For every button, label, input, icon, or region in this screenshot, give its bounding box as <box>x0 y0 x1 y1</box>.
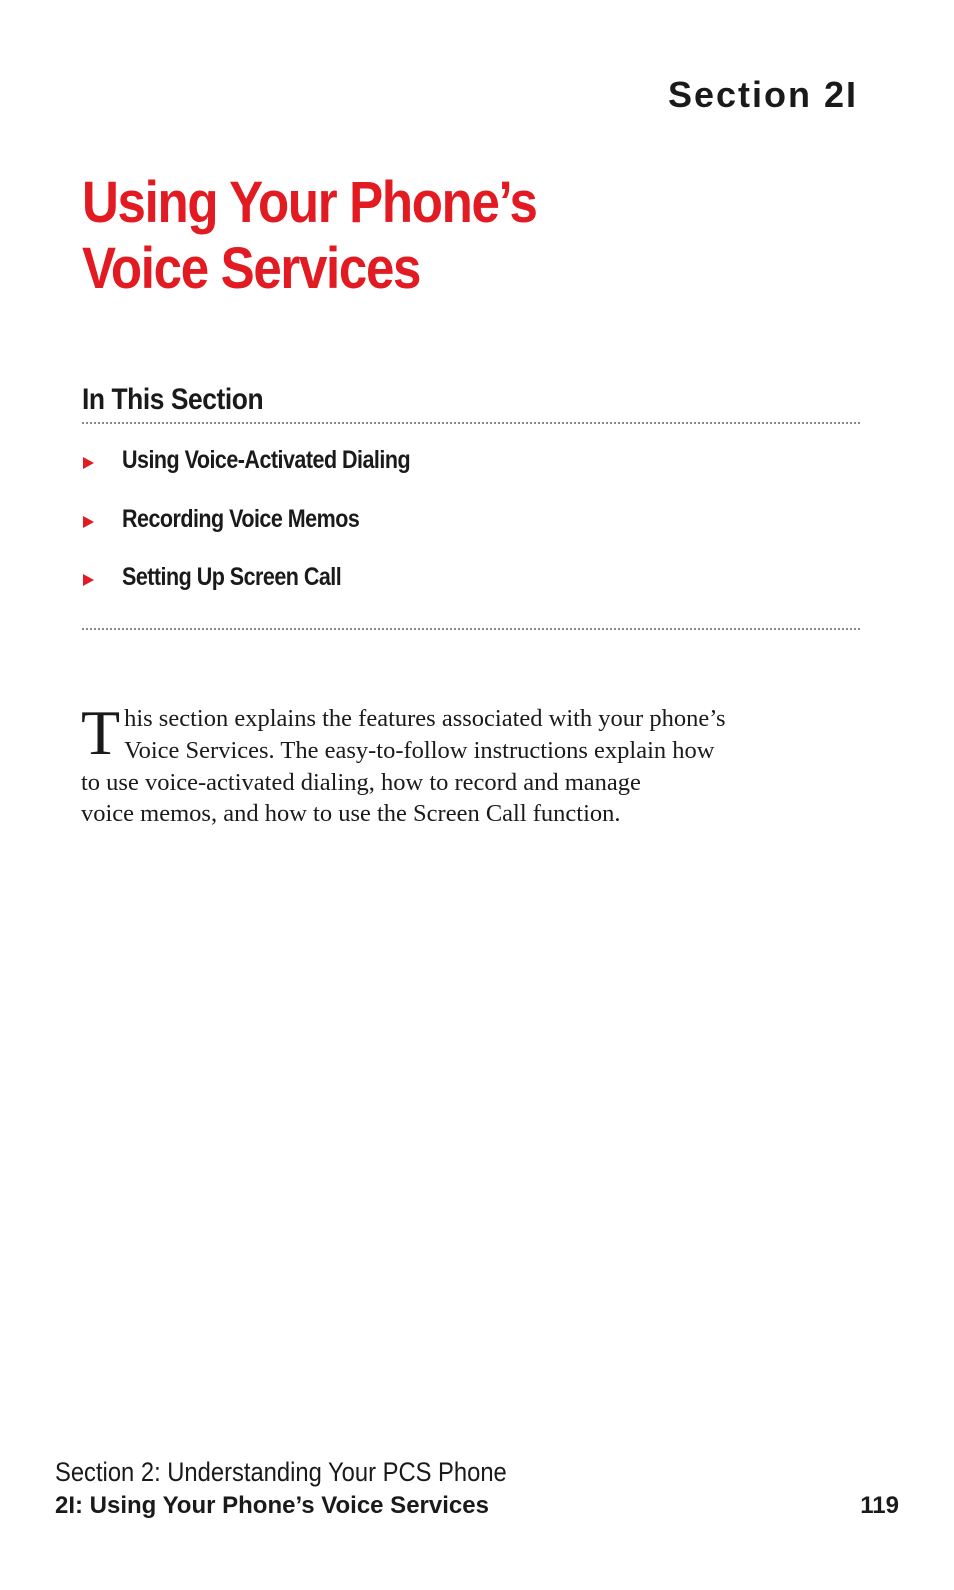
triangle-bullet-icon <box>83 574 94 586</box>
list-item <box>82 446 411 505</box>
footer-section-name: Section 2: Understanding Your PCS Phone <box>55 1457 507 1487</box>
drop-cap: T <box>81 697 121 768</box>
section-label: Section 2I <box>667 74 858 115</box>
divider-top <box>82 422 860 424</box>
list-item <box>82 504 360 564</box>
divider-bottom <box>82 628 860 630</box>
intro-line-1: his section explains the features associated with your phone’s <box>124 705 726 732</box>
toc-link-screen-call[interactable]: Setting Up Screen Call <box>122 563 342 591</box>
triangle-bullet-icon <box>83 516 94 528</box>
footer-chapter-name: 2I: Using Your Phone’s Voice Services <box>55 1492 489 1519</box>
intro-line-2: Voice Services. The easy-to-follow instructions explain how <box>124 736 715 764</box>
toc-link-recording-voice-memos[interactable]: Recording Voice Memos <box>122 504 360 533</box>
toc-link-voice-activated-dialing[interactable]: Using Voice-Activated Dialing <box>122 446 411 474</box>
in-this-section-heading: In This Section <box>82 383 264 416</box>
intro-line-3: to use voice-activated dialing, how to record and manage <box>81 768 641 796</box>
intro-paragraph <box>81 697 801 830</box>
triangle-bullet-icon <box>83 457 94 469</box>
intro-line-4: voice memos, and how to use the Screen Call function. <box>81 800 621 828</box>
page-number: 119 <box>860 1492 899 1519</box>
page-title-line-1: Using Your Phone’s <box>82 170 537 235</box>
section-contents-list <box>82 446 411 622</box>
page-title <box>82 170 537 302</box>
list-item <box>82 563 342 622</box>
page-title-line-2: Voice Services <box>82 236 421 301</box>
